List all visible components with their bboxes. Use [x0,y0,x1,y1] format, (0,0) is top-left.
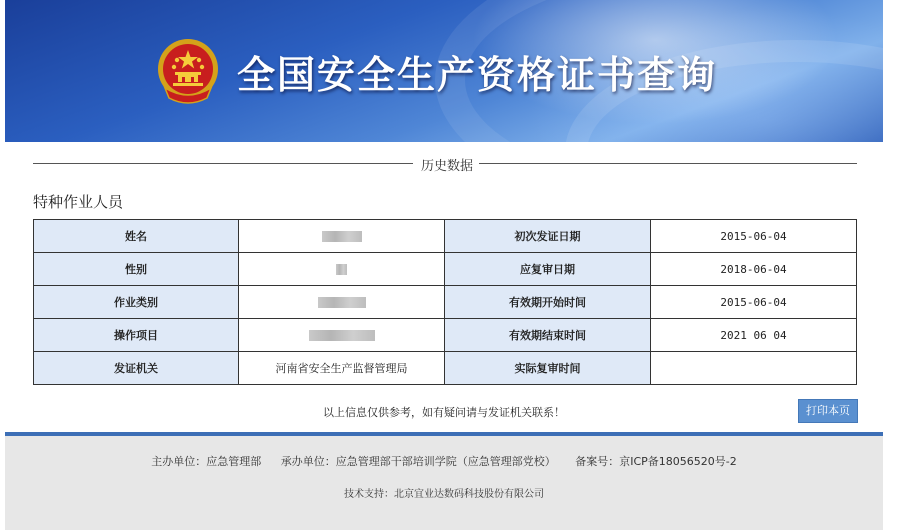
table-row [34,220,857,253]
field-value-issuing-authority: 河南省安全生产监督管理局 [239,352,445,385]
field-value-actual-review-time [651,352,857,385]
disclaimer-notice: 以上信息仅供参考，如有疑问请与发证机关联系！ [323,406,565,419]
footer-organizer: 承办单位：应急管理部干部培训学院（应急管理部党校） [280,455,556,468]
certificate-table [33,219,857,385]
field-value-valid-start: 2015-06-04 [651,286,857,319]
page-frame [5,0,883,526]
redacted-value [336,264,347,275]
table-row [34,319,857,352]
field-value-work-category [239,286,445,319]
field-value-operation-item [239,319,445,352]
field-label-work-category: 作业类别 [34,286,239,319]
divider [33,163,413,164]
field-value-valid-end: 2021 06 04 [651,319,857,352]
redacted-value [318,297,366,308]
footer-info [5,453,883,469]
redacted-value [322,231,362,242]
field-label-issuing-authority: 发证机关 [34,352,239,385]
field-label-gender: 性别 [34,253,239,286]
field-label-valid-start: 有效期开始时间 [445,286,651,319]
section-label: 历史数据 [420,159,473,174]
category-heading: 特种作业人员 [33,193,124,211]
footer-tech-support: 技术支持：北京宜业达数码科技股份有限公司 [344,489,544,500]
national-emblem-icon [155,38,221,104]
table-row [34,352,857,385]
field-label-actual-review-time: 实际复审时间 [445,352,651,385]
table-row [34,253,857,286]
print-button[interactable]: 打印本页 [798,399,858,423]
field-value-gender [239,253,445,286]
field-label-operation-item: 操作项目 [34,319,239,352]
field-label-name: 姓名 [34,220,239,253]
footer-icp[interactable]: 备案号：京ICP备18056520号-2 [575,455,737,468]
field-label-review-due-date: 应复审日期 [445,253,651,286]
divider [479,163,857,164]
field-value-name [239,220,445,253]
footer-host: 主办单位：应急管理部 [151,455,262,468]
field-label-valid-end: 有效期结束时间 [445,319,651,352]
footer [5,432,883,530]
field-label-first-issue-date: 初次发证日期 [445,220,651,253]
header-banner [5,0,883,142]
page-title: 全国安全生产资格证书查询 [237,53,718,97]
field-value-review-due-date: 2018-06-04 [651,253,857,286]
redacted-value [309,330,375,341]
field-value-first-issue-date: 2015-06-04 [651,220,857,253]
table-row [34,286,857,319]
